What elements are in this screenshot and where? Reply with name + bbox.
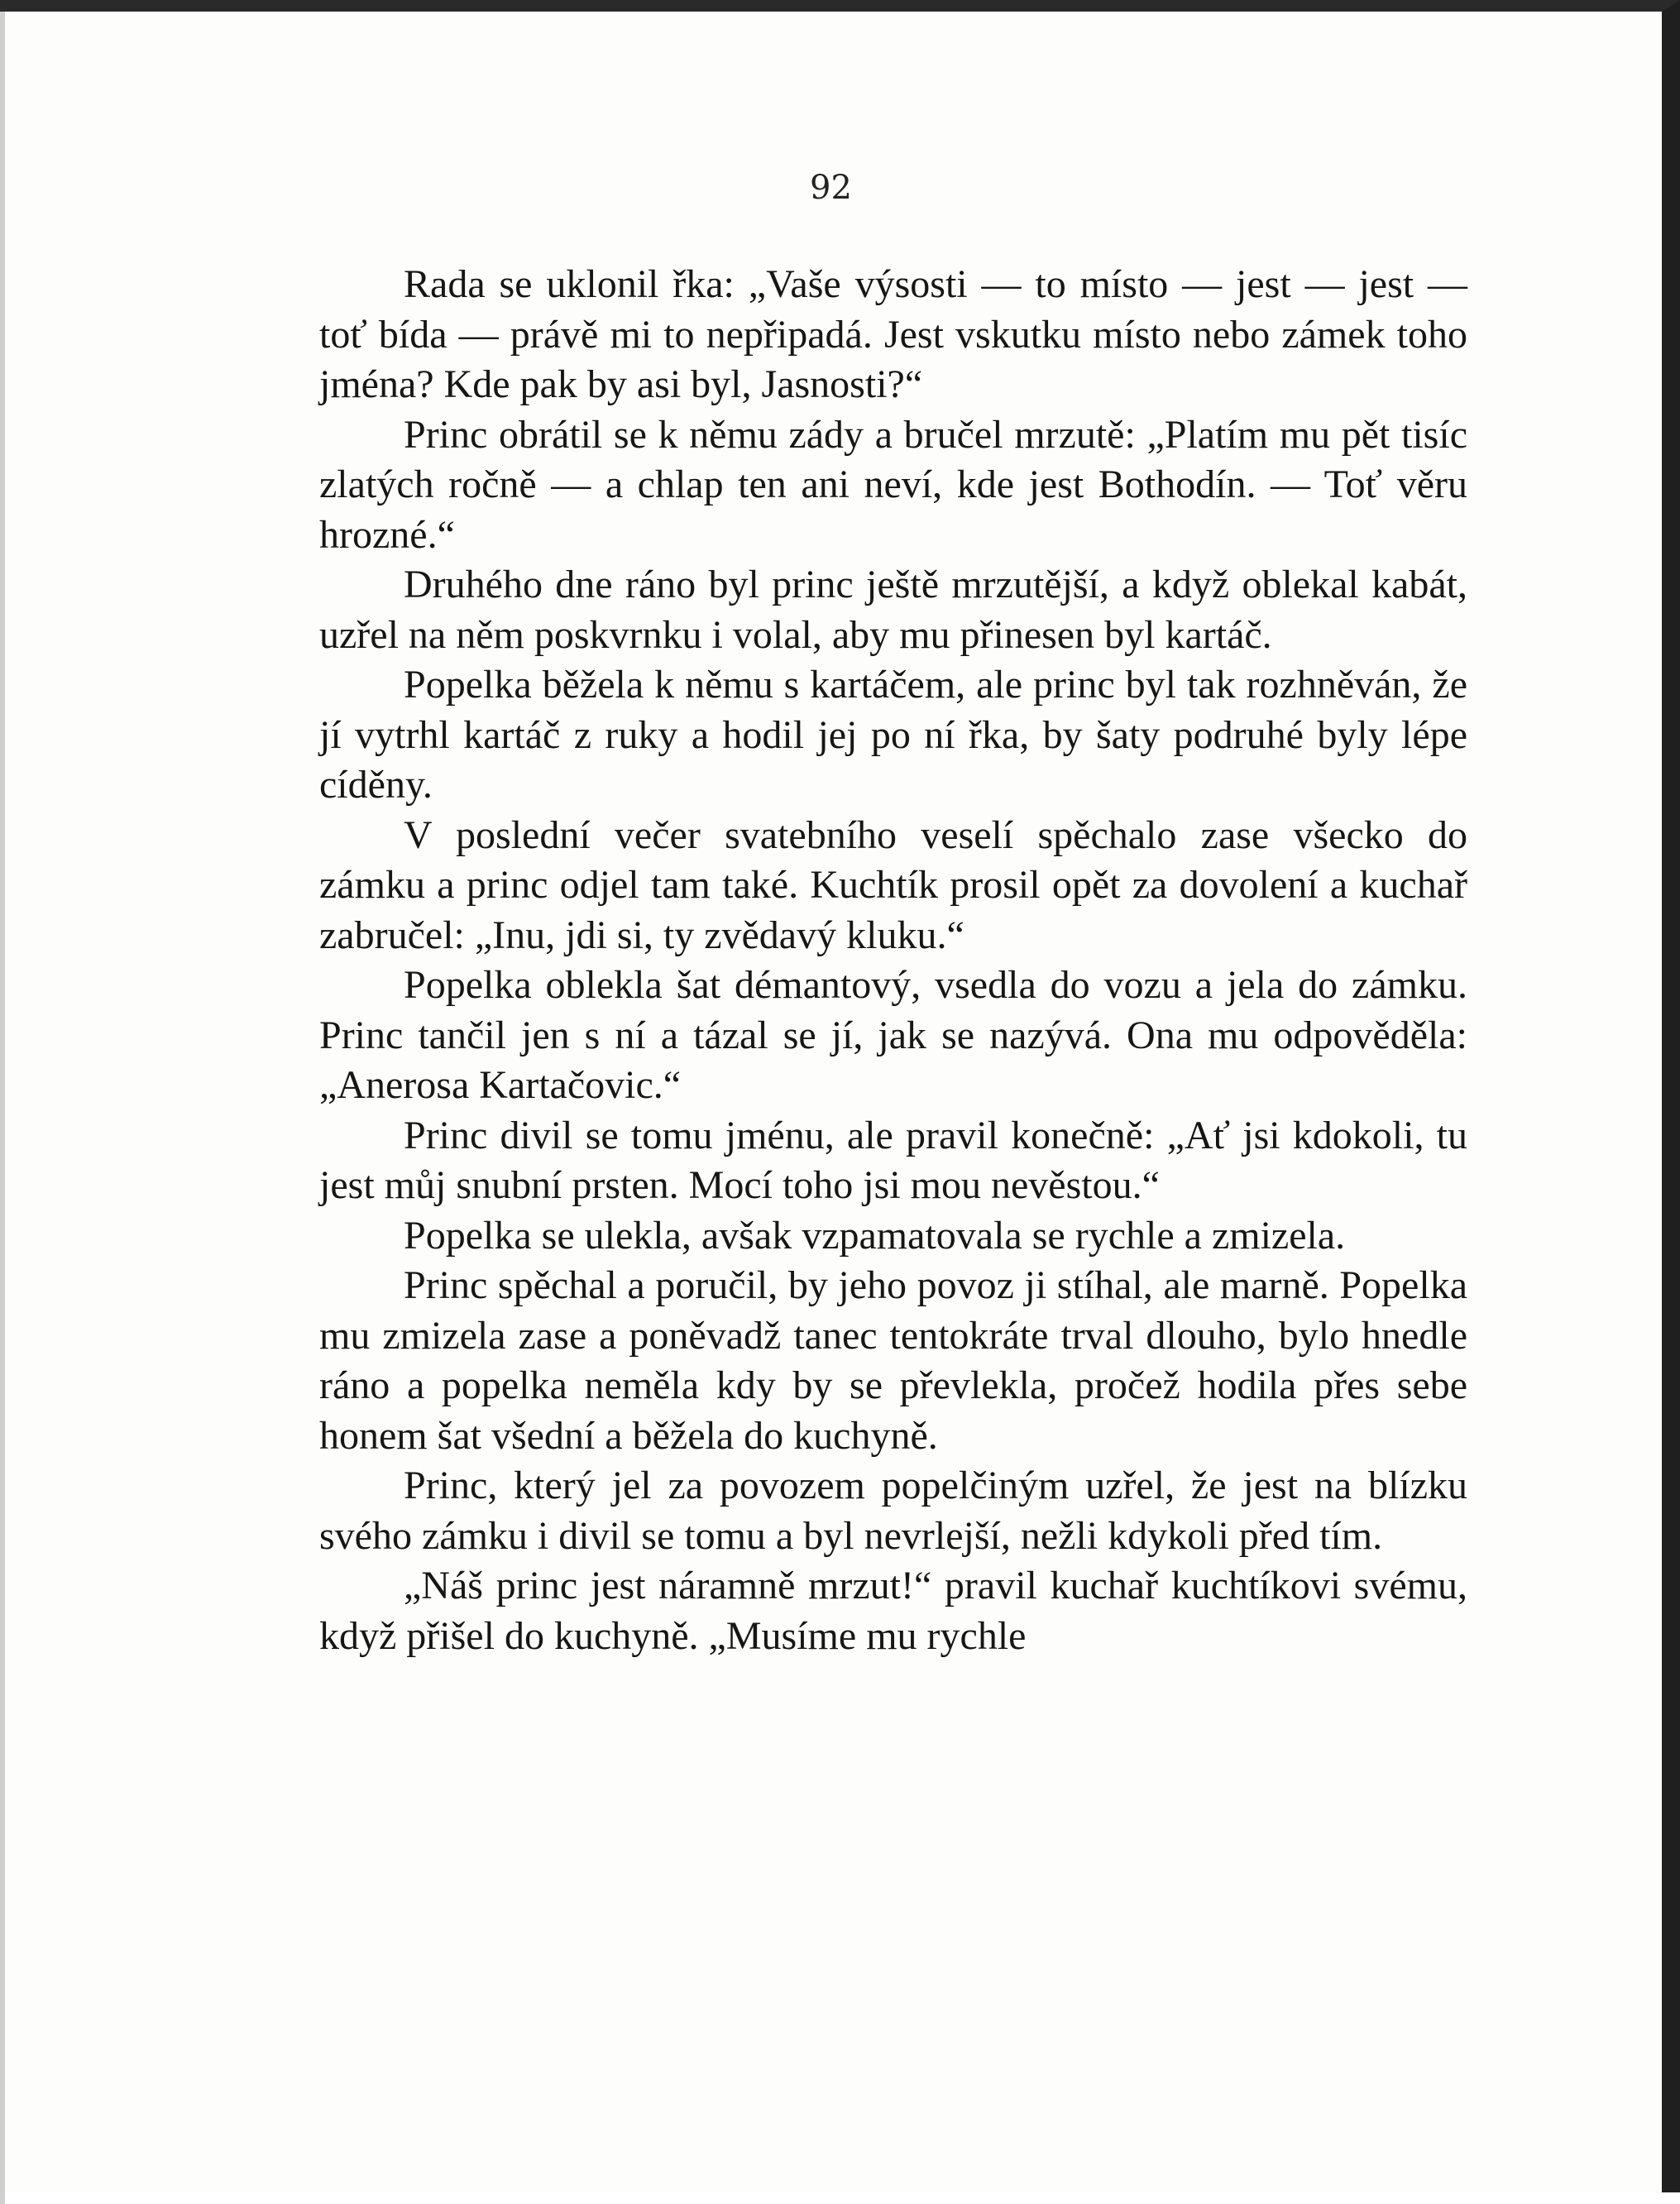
page-left-edge	[0, 12, 5, 2204]
paragraph: Princ divil se tomu jménu, ale pravil konečně: „Ať jsi kdokoli, tu jest můj snubní prsten. Mocí toho jsi mou nevěstou.“	[319, 1113, 1467, 1207]
paragraph: „Náš princ jest náramně mrzut!“ pravil kuchař kuchtíkovi svému, když přišel do kuchyně. „Musíme mu rychle	[319, 1564, 1467, 1658]
paragraph: V poslední večer svatebního veselí spěchalo zase všecko do zámku a princ odjel tam také. Kuchtík prosil opět za dovolení a kuchař zabručel: „Inu, jdi si, ty zvědavý kluku.“	[319, 812, 1467, 957]
paragraph: Princ, který jel za povozem popelčiným uzřel, že jest na blízku svého zámku i divil se tomu a byl nevrlejší, nežli kdykoli před tím.	[319, 1464, 1467, 1558]
paragraph: Popelka běžela k němu s kartáčem, ale princ byl tak rozhněván, že jí vytrhl kartáč z ruky a hodil jej po ní řka, by šaty podruhé byly lépe cíděny.	[319, 663, 1467, 807]
body-text	[319, 260, 1467, 1661]
paragraph: Rada se uklonil řka: „Vaše výsosti — to místo — jest — jest — toť bída — právě mi to nepřipadá. Jest vskutku místo nebo zámek toho jména? Kde pak by asi byl, Jasnosti?“	[319, 262, 1467, 406]
paragraph: Princ spěchal a poručil, by jeho povoz ji stíhal, ale marně. Popelka mu zmizela zase a poněvadž tanec tentokráte trval dlouho, bylo hnedle ráno a popelka neměla kdy by se převlekla, pročež hodila přes sebe honem šat všední a běžela do kuchyně.	[319, 1263, 1467, 1458]
page-number: 92	[810, 169, 852, 207]
paragraph: Popelka oblekla šat démantový, vsedla do vozu a jela do zámku. Princ tančil jen s ní a tázal se jí, jak se nazývá. Ona mu odpověděla: „Anerosa Kartačovic.“	[319, 963, 1467, 1107]
paragraph: Princ obrátil se k němu zády a bručel mrzutě: „Platím mu pět tisíc zlatých ročně — a chlap ten ani neví, kde jest Bothodín. — Toť věru hrozné.“	[319, 412, 1467, 557]
paragraph: Popelka se ulekla, avšak vzpamatovala se rychle a zmizela.	[404, 1213, 1346, 1258]
paragraph: Druhého dne ráno byl princ ještě mrzutější, a když oblekal kabát, uzřel na něm poskvrnku i volal, aby mu přinesen byl kartáč.	[319, 563, 1467, 657]
